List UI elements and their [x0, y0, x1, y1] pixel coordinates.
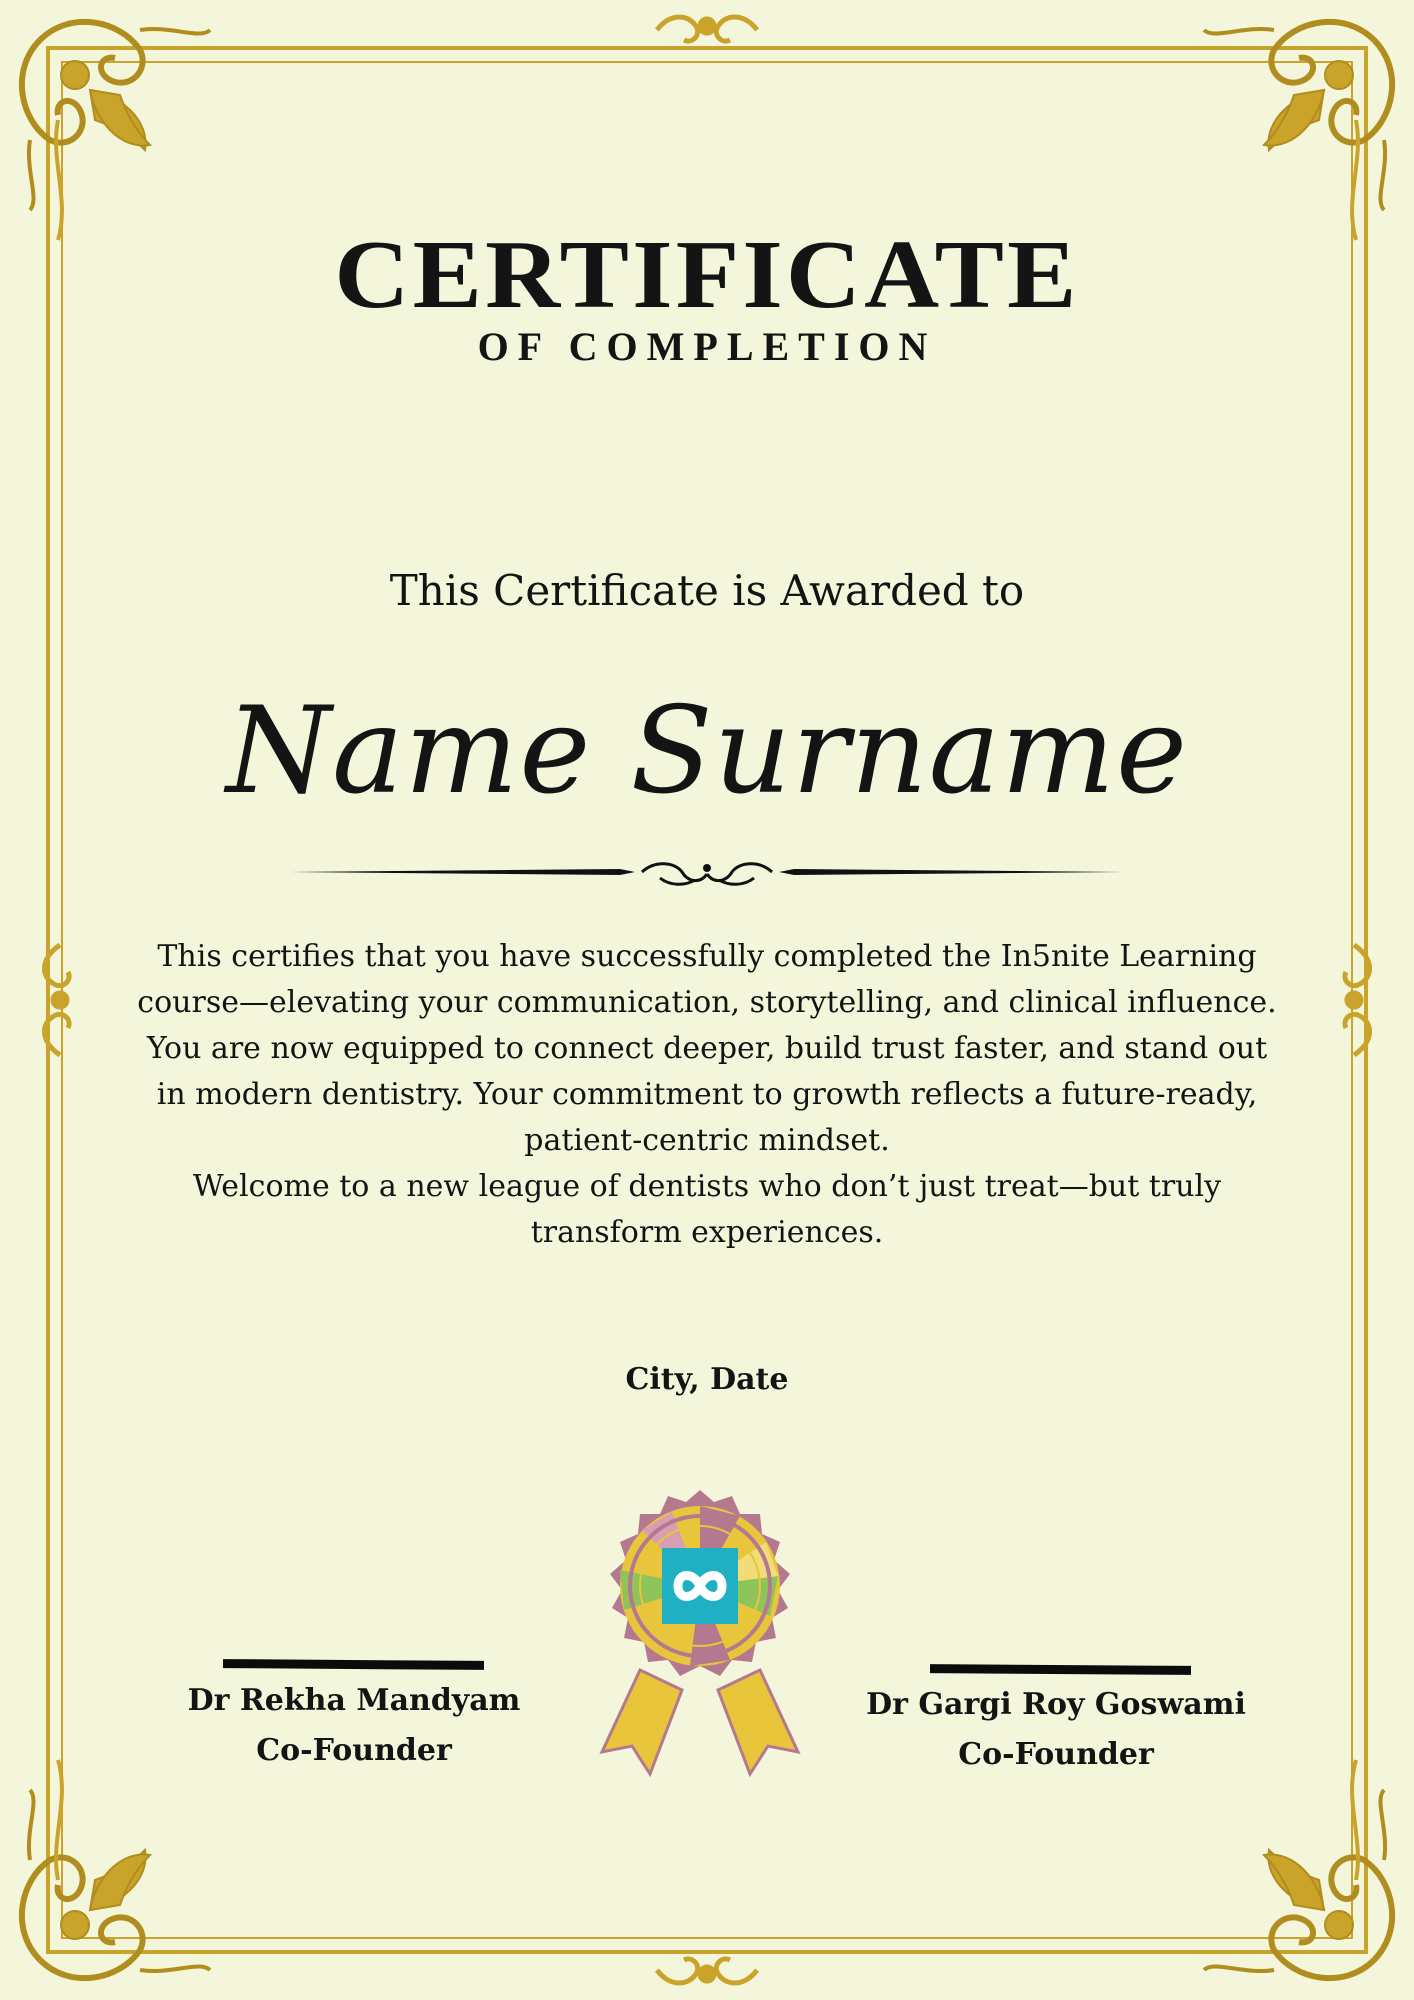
certificate-title: CERTIFICATE	[334, 221, 1080, 329]
award-seal	[580, 1490, 820, 1790]
certificate-body-text	[130, 934, 1284, 1256]
signatory-role: Co-Founder	[958, 1737, 1154, 1772]
seal-ribbons	[602, 1670, 798, 1774]
certificate-subtitle: OF COMPLETION	[477, 324, 937, 369]
signatory-role: Co-Founder	[256, 1733, 452, 1768]
signature-block-right	[846, 1680, 1266, 1780]
awarded-to-line: This Certificate is Awarded to	[389, 566, 1025, 615]
infinity-logo-icon	[662, 1548, 738, 1624]
signatory-name: Dr Rekha Mandyam	[187, 1683, 521, 1718]
body-paragraph: Welcome to a new league of dentists who don’t just treat—but truly transform experiences.	[192, 1169, 1222, 1250]
signatory-name: Dr Gargi Roy Goswami	[866, 1687, 1246, 1722]
body-paragraph: This certifies that you have successfully completed the In5nite Learning course—elevating your communication, storytelling, and clinical influence. You are now equipped to connect deeper, build trust faster, and stand out in modern dentistry. Your commitment to growth reflects a future-ready, patient-centric mindset.	[137, 939, 1277, 1158]
corner-ornament	[22, 22, 210, 210]
signature-line-right	[930, 1664, 1191, 1675]
signature-block-left	[144, 1676, 564, 1776]
city-date: City, Date	[625, 1362, 789, 1397]
signature-line-left	[223, 1659, 484, 1670]
name-divider-ornament	[290, 852, 1124, 892]
recipient-name: Name Surname	[226, 682, 1188, 821]
